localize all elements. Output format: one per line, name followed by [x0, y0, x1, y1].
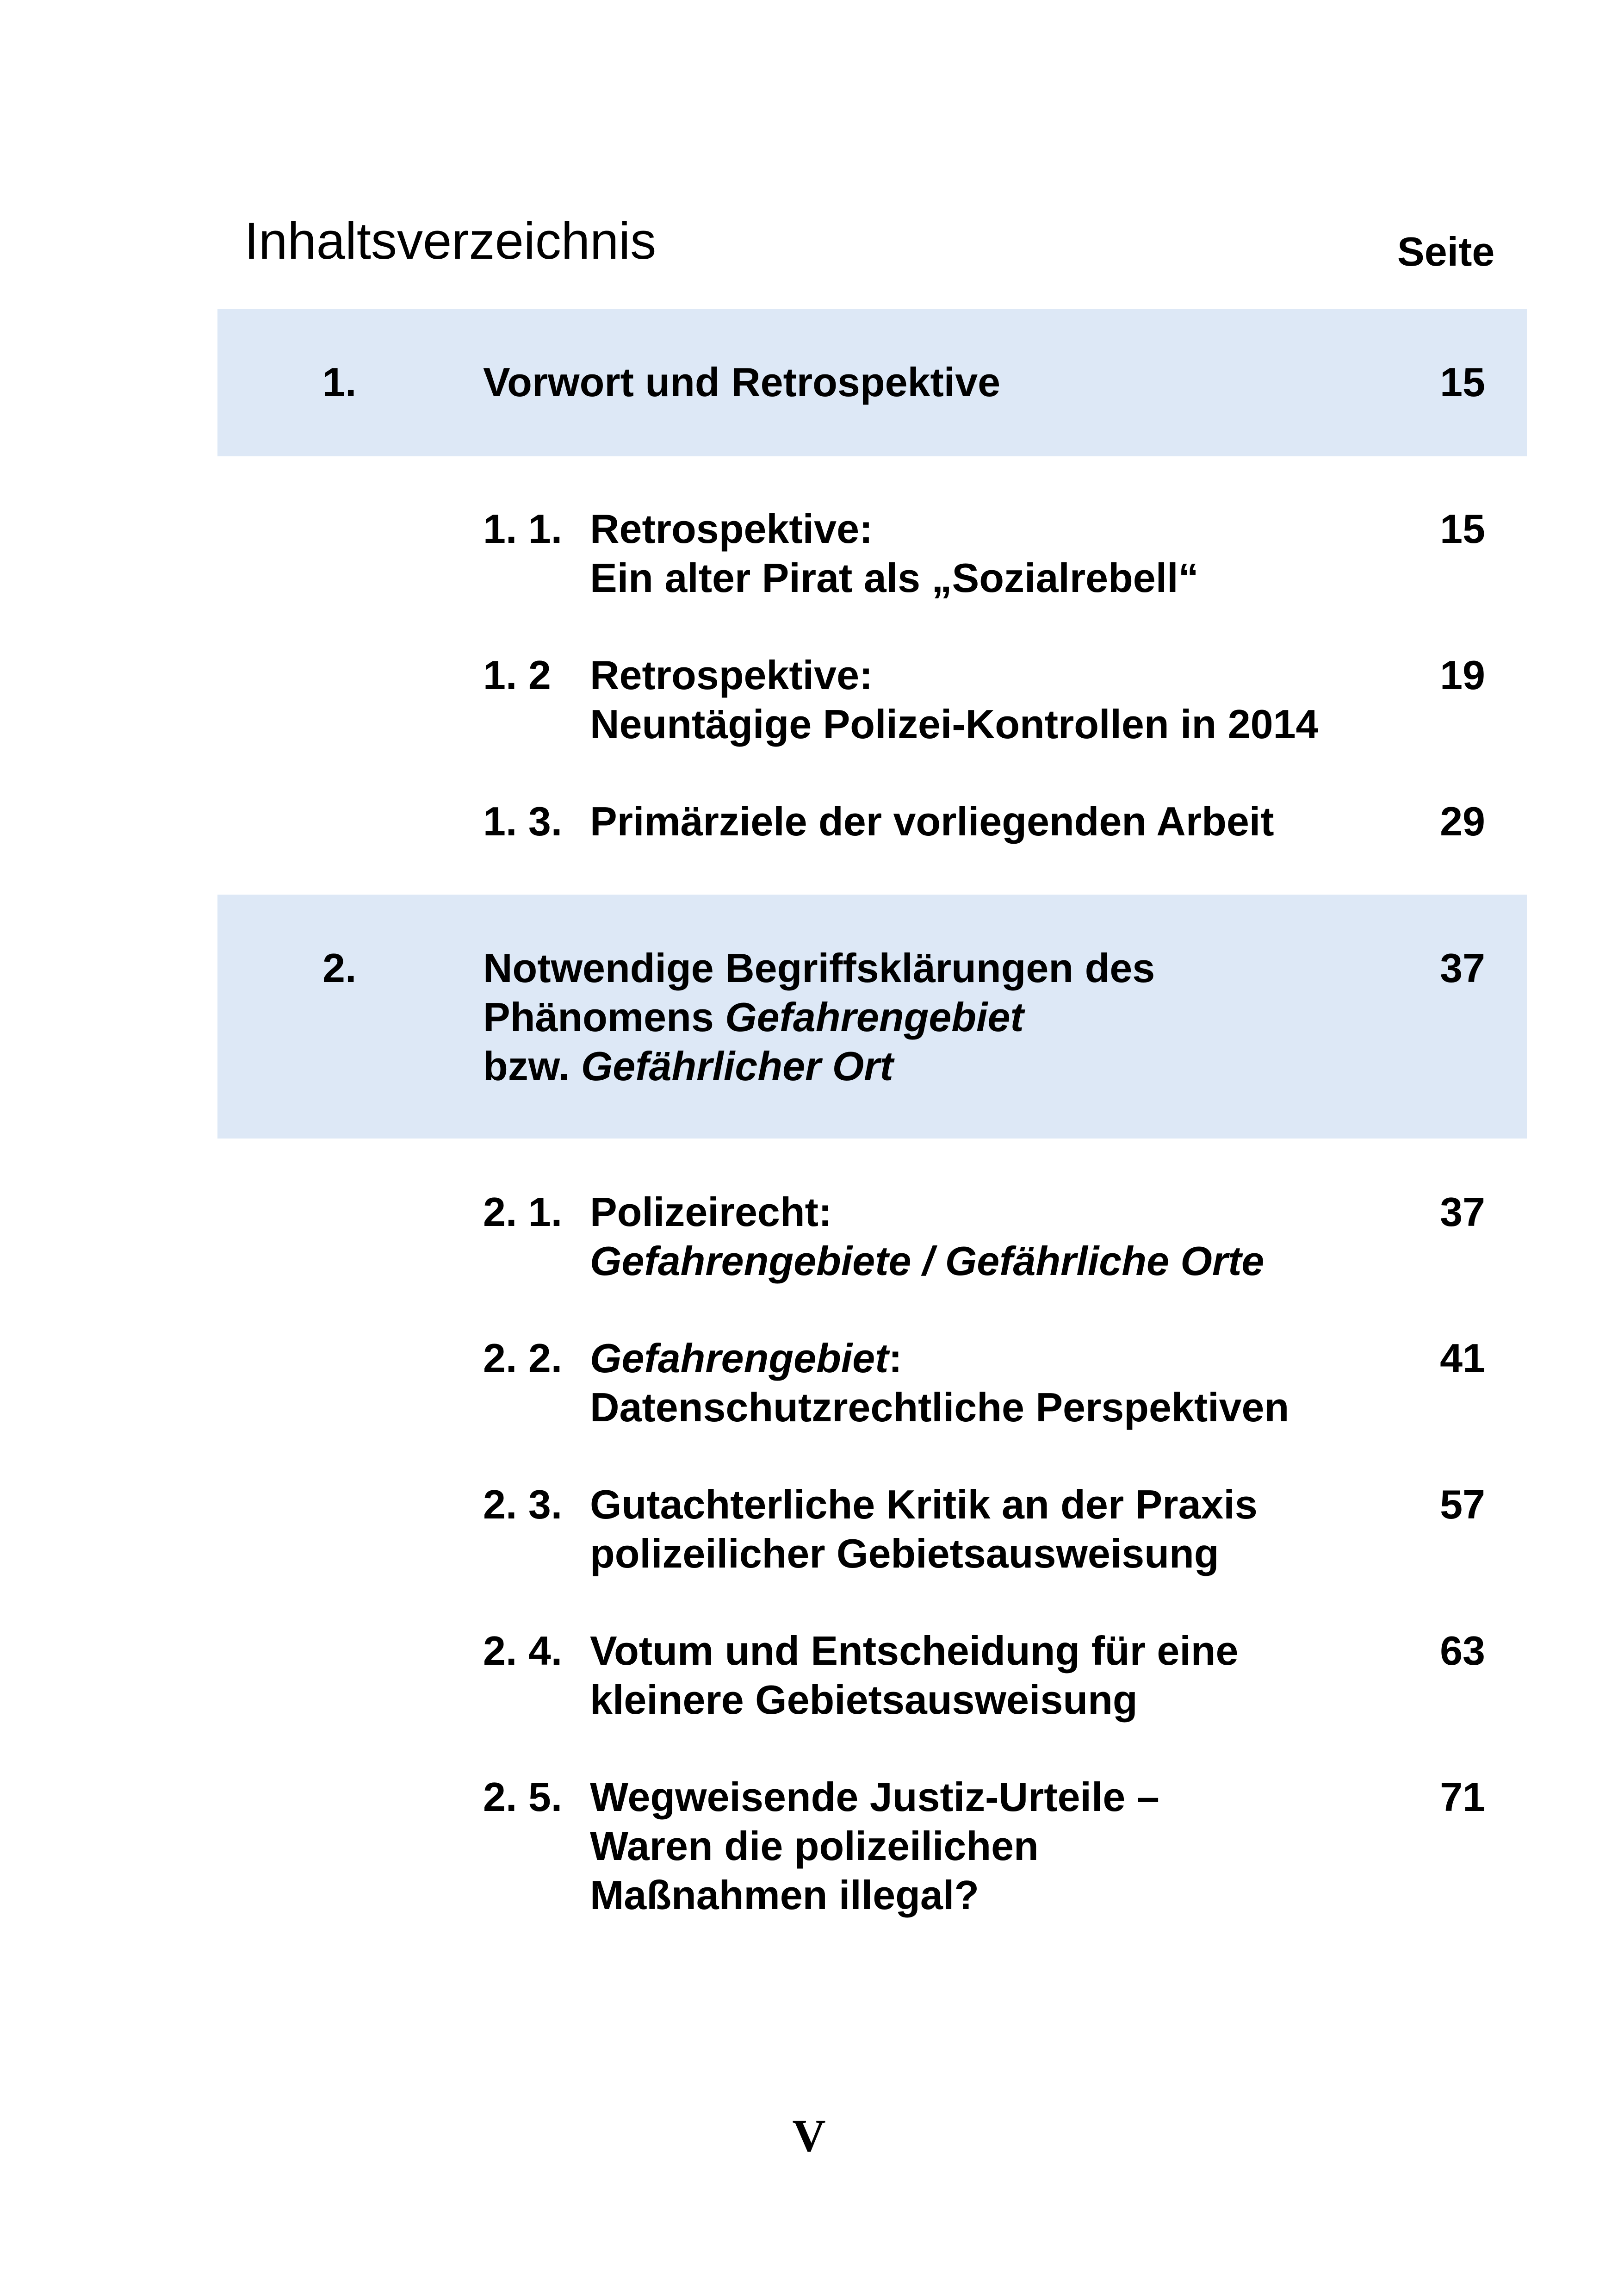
section-title-line: kleinere Gebietsausweisung: [590, 1677, 1138, 1723]
section-title-term: Gefahrengebiet: [590, 1335, 889, 1381]
section-title: [590, 797, 1400, 846]
section-title: [590, 1773, 1400, 1920]
section-title-line: Retrospektive:: [590, 652, 873, 698]
page-number: 15: [1440, 506, 1485, 552]
page-column-label: Seite: [1397, 229, 1495, 274]
chapter-title-text: bzw.: [483, 1043, 581, 1089]
section-number: 1. 3.: [483, 798, 563, 844]
page-number: 29: [1440, 798, 1485, 844]
section-title-line: Maßnahmen illegal?: [590, 1872, 979, 1918]
section-title-line: Polizeirecht:: [590, 1189, 832, 1235]
section-title-line: [590, 1334, 1400, 1383]
section-title-line: Waren die polizeilichen: [590, 1823, 1039, 1869]
chapter-title-term: Gefährlicher Ort: [581, 1043, 893, 1089]
section-title-line: Neuntägige Polizei-Kontrollen in 2014: [590, 701, 1319, 747]
chapter-title: [483, 944, 1385, 1091]
page-number: 71: [1440, 1774, 1485, 1820]
page-number: 15: [1440, 359, 1485, 405]
chapter-number: 1.: [322, 359, 357, 405]
chapter-title-line: Notwendige Begriffsklärungen des: [483, 945, 1155, 991]
chapter-title-line: [483, 1042, 1385, 1091]
chapter-title-line: Vorwort und Retrospektive: [483, 359, 1001, 405]
page-number: 57: [1440, 1481, 1485, 1527]
section-title-text: :: [888, 1335, 902, 1381]
section-title-line: Primärziele der vorliegenden Arbeit: [590, 798, 1274, 844]
section-title: [590, 1188, 1400, 1286]
page-number: 37: [1440, 1189, 1485, 1235]
section-number: 2. 5.: [483, 1774, 563, 1820]
chapter-title: [483, 358, 1385, 407]
section-number: 2. 4.: [483, 1628, 563, 1674]
chapter-title-text: Phänomens: [483, 994, 725, 1040]
section-title-line: Datenschutzrechtliche Perspektiven: [590, 1384, 1289, 1430]
section-title-line: Wegweisende Justiz-Urteile –: [590, 1774, 1159, 1820]
page-number: 19: [1440, 652, 1485, 698]
section-number: 2. 2.: [483, 1335, 563, 1381]
section-title-line: Gutachterliche Kritik an der Praxis: [590, 1481, 1258, 1527]
section-title-line: Gefahrengebiete / Gefährliche Orte: [590, 1238, 1265, 1284]
section-title: [590, 1480, 1400, 1578]
section-title-line: polizeilicher Gebietsausweisung: [590, 1531, 1219, 1576]
page-number: 37: [1440, 945, 1485, 991]
section-number: 2. 3.: [483, 1481, 563, 1527]
section-number: 2. 1.: [483, 1189, 563, 1235]
section-title-line: Retrospektive:: [590, 506, 873, 552]
section-title: [590, 504, 1400, 603]
section-title: [590, 1626, 1400, 1724]
section-title-line: Ein alter Pirat als „Sozialrebell“: [590, 555, 1199, 601]
section-title-line: Votum und Entscheidung für eine: [590, 1628, 1239, 1674]
page-number: 63: [1440, 1628, 1485, 1674]
chapter-title-line: [483, 993, 1385, 1042]
section-number: 1. 1.: [483, 506, 563, 552]
page-number: 41: [1440, 1335, 1485, 1381]
page-folio: V: [792, 2110, 826, 2161]
section-title: [590, 1334, 1400, 1432]
section-number: 1. 2: [483, 652, 551, 698]
page-title: Inhaltsverzeichnis: [244, 212, 657, 270]
section-title: [590, 651, 1400, 749]
chapter-title-term: Gefahrengebiet: [725, 994, 1024, 1040]
chapter-number: 2.: [322, 945, 357, 991]
